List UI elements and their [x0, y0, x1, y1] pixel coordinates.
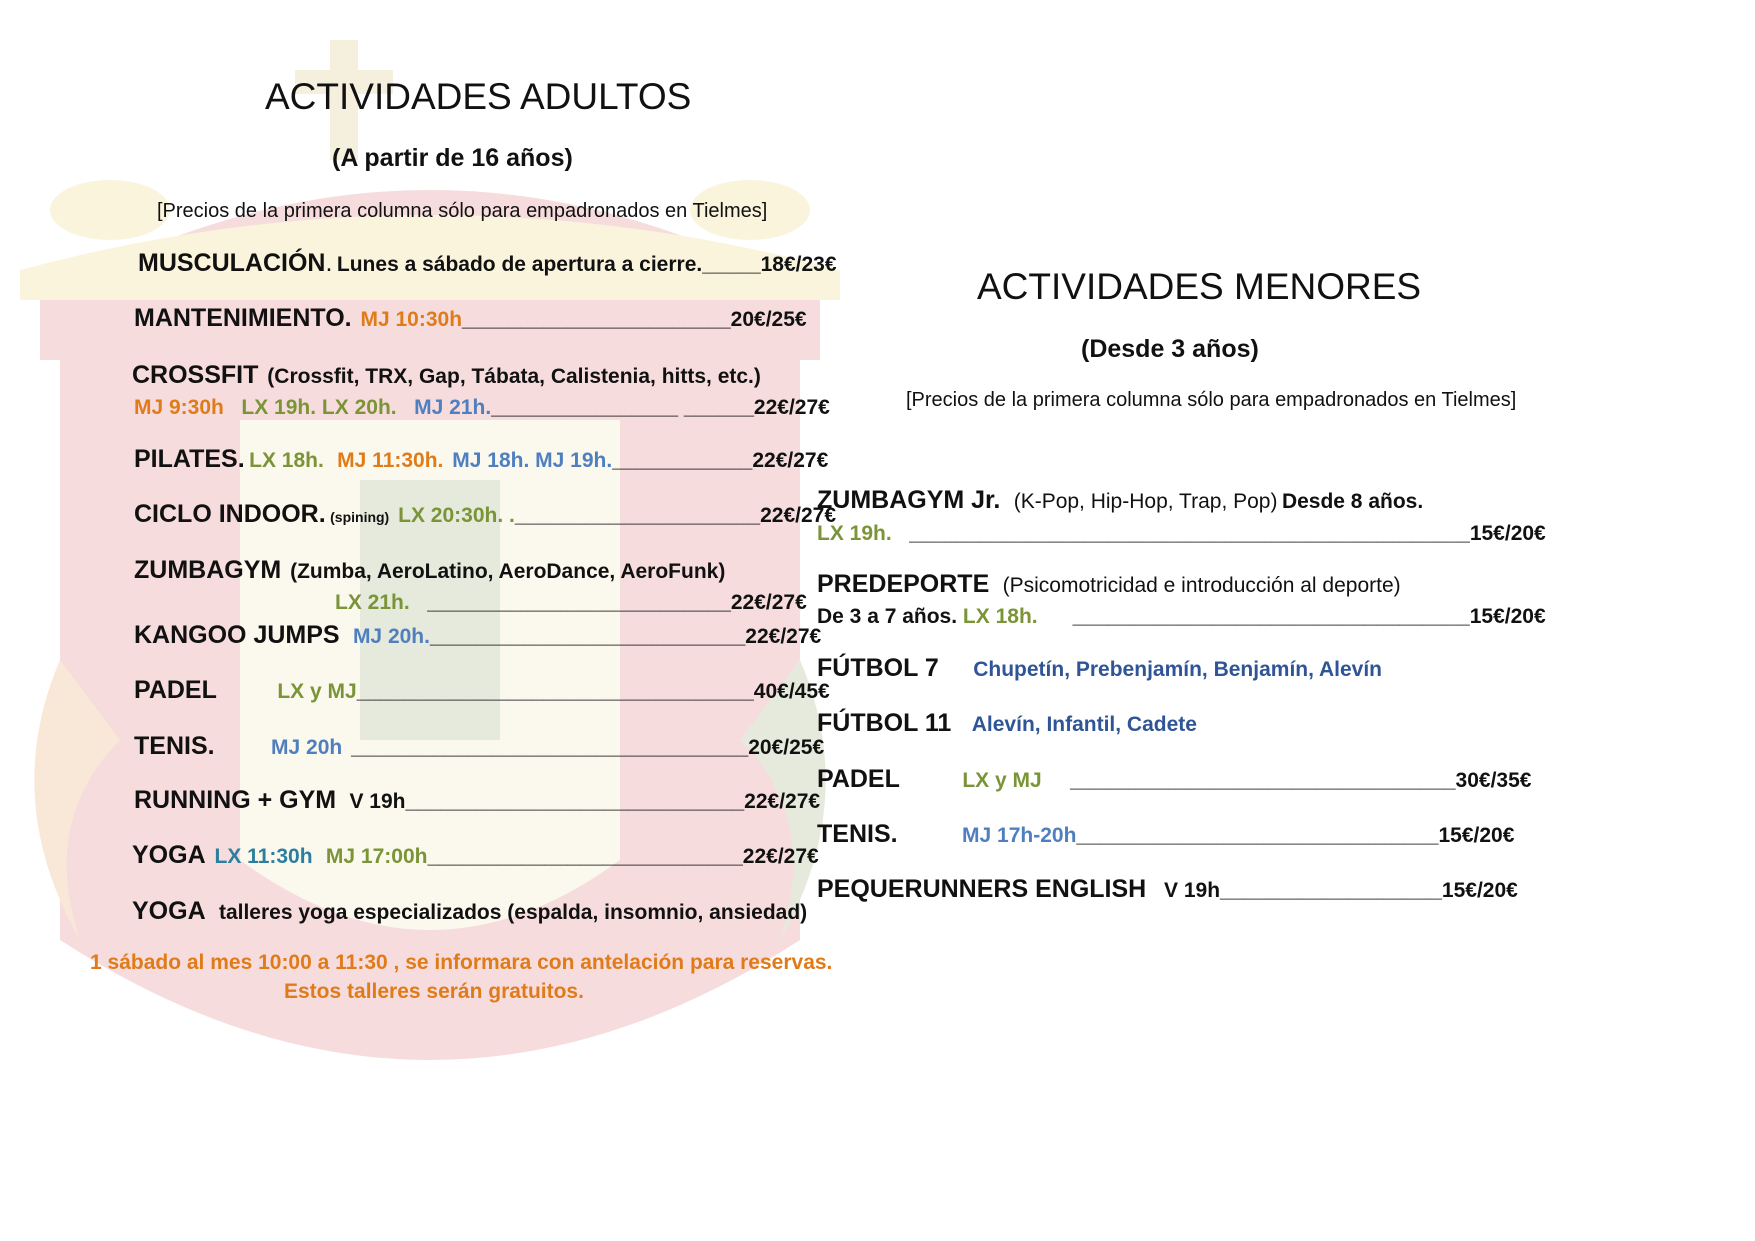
activity-name: PADEL: [817, 765, 900, 793]
menores-title: ACTIVIDADES MENORES: [977, 266, 1422, 307]
activity-pilates: [134, 447, 828, 472]
activity-name: YOGA: [132, 841, 206, 869]
activity-desc: (K-Pop, Hip-Hop, Trap, Pop): [1013, 490, 1278, 513]
activity-name: PREDEPORTE: [817, 570, 990, 598]
activity-price: _________________________________30€/35€: [1070, 769, 1532, 792]
activity-desc: (Crossfit, TRX, Gap, Tábata, Calistenia, hitts, etc.): [267, 365, 761, 388]
activity-crossfit: [132, 363, 761, 388]
activity-ciclo-indoor: [134, 502, 836, 527]
activity-musculacion: [138, 251, 837, 276]
adultos-title: ACTIVIDADES ADULTOS: [265, 76, 692, 117]
activity-futbol-7: [817, 656, 1382, 681]
activity-predeporte: [817, 572, 1401, 597]
schedule-lx: LX 19h. LX 20h.: [241, 396, 397, 419]
activity-name: CICLO INDOOR.: [134, 500, 326, 528]
activity-desc: (Psicomotricidad e introducción al deporte): [1002, 574, 1401, 597]
activity-schedule: V 19h: [1164, 879, 1221, 902]
activity-price: ___________________________22€/27€: [427, 845, 819, 868]
activity-age: Desde 8 años.: [1281, 490, 1424, 513]
activity-name: FÚTBOL 7: [817, 654, 939, 682]
schedule-mj-2: MJ 21h.: [414, 396, 492, 419]
activity-name: YOGA: [132, 897, 206, 925]
activity-tenis-menores: [817, 822, 1514, 847]
activity-futbol-11: [817, 711, 1197, 736]
activity-padel-menores: [817, 767, 1531, 792]
activity-name: MANTENIMIENTO.: [134, 304, 352, 332]
activity-name: PEQUERUNNERS ENGLISH: [817, 875, 1147, 903]
activity-crossfit-schedule: [134, 397, 830, 418]
activity-price: ________________________________________________15€/20€: [909, 522, 1546, 545]
activity-schedule: LX y MJ: [962, 769, 1042, 792]
activity-schedule: MJ 10:30h: [360, 308, 463, 331]
activity-desc: (spining): [330, 509, 390, 525]
adultos-footer-line-1: 1 sábado al mes 10:00 a 11:30 , se informara con antelación para reservas.: [90, 951, 833, 974]
schedule-mj: MJ 9:30h: [134, 396, 224, 419]
activity-price: _______________________20€/25€: [462, 308, 807, 331]
activity-name: KANGOO JUMPS: [134, 621, 340, 649]
activity-schedule: LX 19h.: [817, 522, 892, 545]
schedule-mj: MJ 11:30h.: [337, 449, 444, 472]
activity-price: ____________22€/27€: [612, 449, 829, 472]
activity-schedule: MJ 17h-20h: [962, 824, 1077, 847]
activity-yoga-talleres: [132, 899, 807, 924]
activity-categories: Alevín, Infantil, Cadete: [971, 713, 1197, 736]
activity-zumbagym-jr: [817, 488, 1423, 513]
activity-categories: Chupetín, Prebenjamín, Benjamín, Alevín: [973, 658, 1383, 681]
activity-schedule: V 19h: [349, 790, 406, 813]
activity-padel: [134, 678, 830, 703]
activity-schedule: LX 20:30h. .: [398, 504, 515, 527]
activity-price: ________________ ______22€/27€: [491, 396, 830, 419]
schedule-lx: LX 11:30h: [214, 845, 313, 868]
activity-zumbagym: [134, 558, 725, 583]
activity-schedule: LX 21h.: [335, 591, 410, 614]
adultos-footer-line-2: Estos talleres serán gratuitos.: [284, 980, 584, 1003]
activity-schedule: LX y MJ: [277, 680, 357, 703]
activity-price: _____18€/23€: [702, 253, 837, 276]
activity-zumbagym-schedule: [335, 592, 807, 613]
activity-name: ZUMBAGYM Jr.: [817, 486, 1001, 514]
activity-price: _____________________22€/27€: [514, 504, 837, 527]
activity-price: _______________________________15€/20€: [1076, 824, 1515, 847]
activity-name: FÚTBOL 11: [817, 709, 952, 737]
activity-zumbagym-jr-schedule: [817, 523, 1546, 544]
activity-name: MUSCULACIÓN: [138, 249, 326, 277]
activity-name: RUNNING + GYM: [134, 786, 337, 814]
activity-age: De 3 a 7 años.: [817, 605, 958, 628]
schedule-mj: MJ 17:00h: [325, 845, 428, 868]
activity-price: __________________________________15€/20€: [1072, 605, 1546, 628]
activity-price: __________________________________20€/25€: [351, 736, 825, 759]
activity-price: _____________________________22€/27€: [405, 790, 821, 813]
activity-pequerunners: [817, 877, 1518, 902]
schedule-lx: LX 18h.: [249, 449, 324, 472]
activity-name: TENIS.: [817, 820, 898, 848]
activity-price: ___________________________22€/27€: [429, 625, 822, 648]
menores-price-note: [Precios de la primera columna sólo para empadronados en Tielmes]: [906, 389, 1517, 411]
activity-schedule: MJ 20h: [271, 736, 343, 759]
adultos-price-note: [Precios de la primera columna sólo para empadronados en Tielmes]: [157, 200, 768, 222]
activity-price: ___________________15€/20€: [1220, 879, 1518, 902]
activity-kangoo-jumps: [134, 623, 821, 648]
activity-name: PILATES.: [134, 445, 245, 473]
activity-mantenimiento: [134, 306, 807, 331]
activity-dot: .: [325, 249, 333, 277]
activity-running-gym: [134, 788, 820, 813]
schedule-mj-2: MJ 18h. MJ 19h.: [452, 449, 613, 472]
activity-desc: (Zumba, AeroLatino, AeroDance, AeroFunk): [290, 560, 726, 583]
activity-yoga: [132, 843, 819, 868]
activity-name: ZUMBAGYM: [134, 556, 282, 584]
menores-subtitle: (Desde 3 años): [1081, 335, 1259, 363]
activity-price: __________________________________40€/45€: [356, 680, 830, 703]
activity-predeporte-schedule: [817, 606, 1546, 627]
activity-tenis: [134, 734, 824, 759]
activity-desc: Lunes a sábado de apertura a cierre.: [336, 253, 703, 276]
activity-name: CROSSFIT: [132, 361, 259, 389]
activity-name: TENIS.: [134, 732, 215, 760]
adultos-subtitle: (A partir de 16 años): [332, 144, 573, 172]
activity-desc: talleres yoga especializados (espalda, insomnio, ansiedad): [218, 901, 808, 924]
activity-name: PADEL: [134, 676, 217, 704]
activity-price: __________________________22€/27€: [427, 591, 807, 614]
activity-schedule: LX 18h.: [962, 605, 1038, 628]
activity-schedule: MJ 20h.: [352, 625, 430, 648]
